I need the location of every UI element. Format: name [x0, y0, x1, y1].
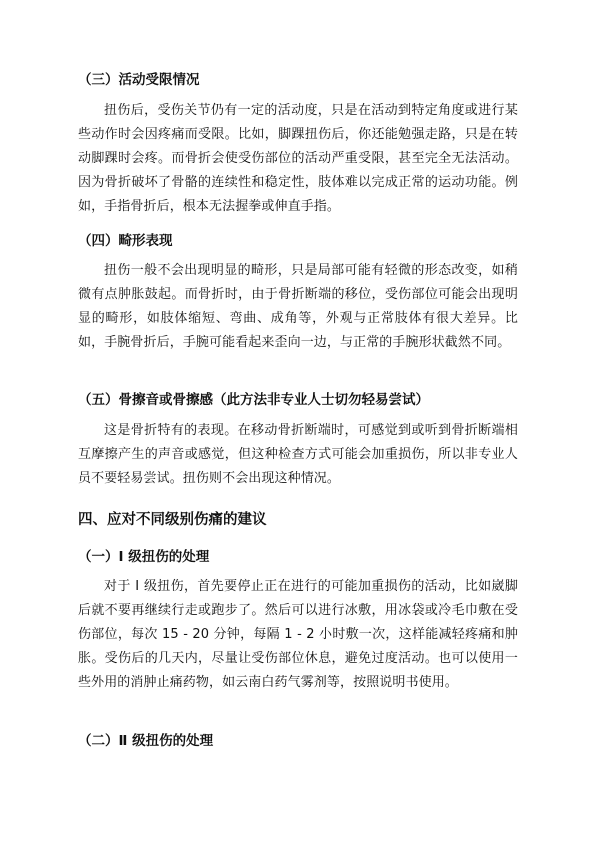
paragraph-grade1-sprain: 对于 Ⅰ 级扭伤，首先要停止正在进行的可能加重损伤的活动，比如崴脚后就不要再继续行走或跑步了。然后可以进行冰敷，用冰袋或冷毛巾敷在受伤部位，每次 15 - 20 分钟，每隔 1 - 2 小时敷一次，这样能减轻疼痛和肿胀。受伤后的几天内，尽量让受伤部位休息，避免过度活动。也可以使用一些外用的消肿止痛药物，如云南白药气雾剂等，按照说明书使用。 [78, 579, 518, 690]
paragraph-bone-crepitus: 这是骨折特有的表现。在移动骨折断端时，可感觉到或听到骨折断端相互摩擦产生的声音或感觉，但这种检查方式可能会加重损伤，所以非专业人员不要轻易尝试。扭伤则不会出现这种情况。 [78, 423, 518, 486]
heading-grade2-sprain: （二）Ⅱ 级扭伤的处理 [78, 733, 214, 749]
heading-grade1-sprain: （一）Ⅰ 级扭伤的处理 [78, 549, 210, 565]
paragraph-deformity: 扭伤一般不会出现明显的畸形，只是局部可能有轻微的形态改变，如稍微有点肿胀鼓起。而骨折时，由于骨折断端的移位，受伤部位可能会出现明显的畸形，如肢体缩短、弯曲、成角等，外观与正常肢体有很大差异。比如，手腕骨折后，手腕可能看起来歪向一边，与正常的手腕形状截然不同。 [78, 263, 518, 350]
heading-bone-crepitus: （五）骨擦音或骨擦感（此方法非专业人士切勿轻易尝试） [78, 392, 429, 408]
section-heading-advice: 四、应对不同级别伤痛的建议 [78, 512, 267, 528]
heading-activity-limitation: （三）活动受限情况 [78, 72, 200, 88]
paragraph-activity-limitation: 扭伤后，受伤关节仍有一定的活动度，只是在活动到特定角度或进行某些动作时会因疼痛而受限。比如，脚踝扭伤后，你还能勉强走路，只是在转动脚踝时会疼。而骨折会使受伤部位的活动严重受限，甚至完全无法活动。因为骨折破坏了骨骼的连续性和稳定性，肢体难以完成正常的运动功能。例如，手指骨折后，根本无法握拳或伸直手指。 [78, 103, 518, 214]
heading-deformity: （四）畸形表现 [78, 233, 173, 249]
